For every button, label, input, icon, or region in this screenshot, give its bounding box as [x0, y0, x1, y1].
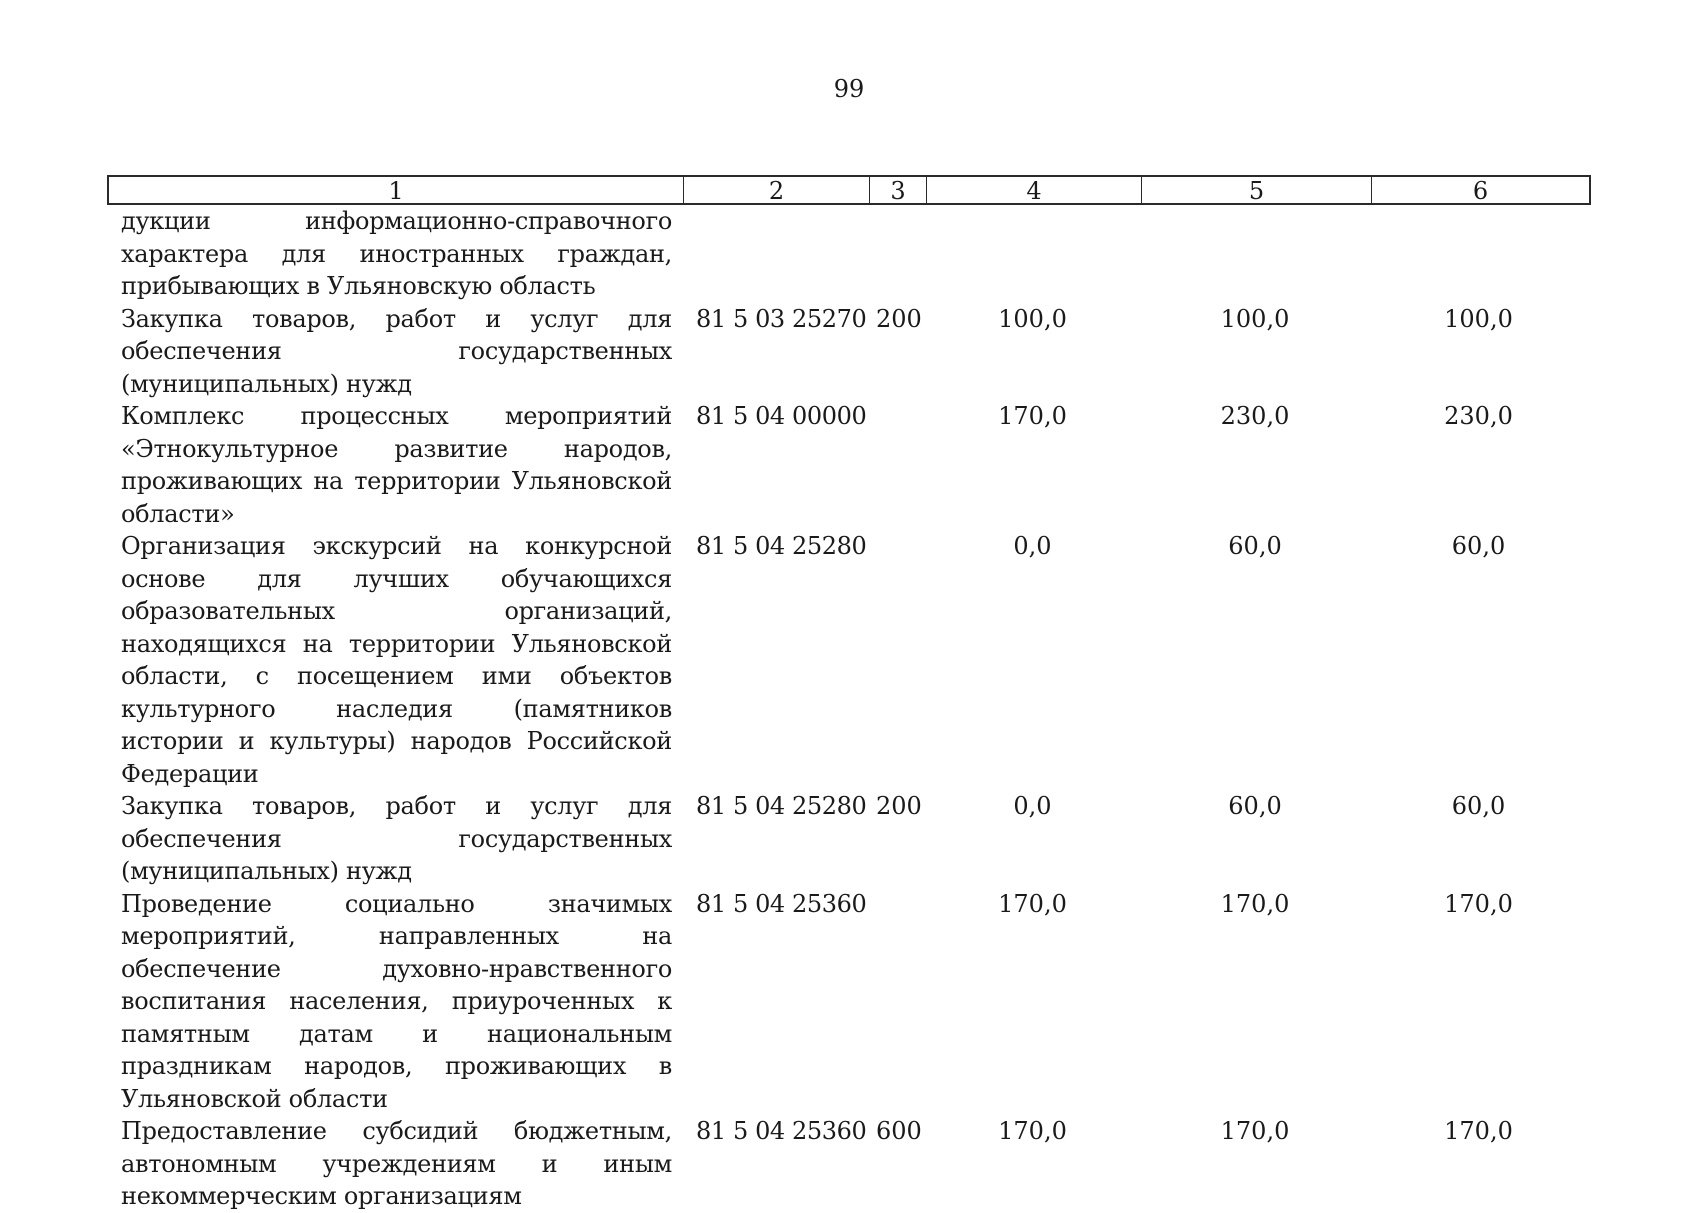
- row-expense-type: 200: [876, 304, 922, 333]
- row-value-col-5: 170,0: [1220, 1117, 1290, 1145]
- row-code: 81 5 03 25270: [696, 304, 867, 333]
- row-value-col-4: 0,0: [1013, 792, 1052, 820]
- header-col-5: 5: [1142, 177, 1372, 203]
- row-expense-type: 600: [876, 1117, 922, 1145]
- row-value-col-5: 60,0: [1228, 792, 1282, 820]
- table-row: [107, 530, 1591, 790]
- row-description: Закупка товаров, работ и услуг для обеспечения государственных (муниципальных) нужд: [121, 304, 672, 398]
- row-value-col-5: 170,0: [1220, 889, 1290, 918]
- row-description: Предоставление субсидий бюджетным, автономным учреждениям и иным некоммерческим организациям: [121, 1117, 672, 1210]
- budget-table: [107, 175, 1591, 1213]
- row-value-col-6: 100,0: [1444, 304, 1513, 333]
- table-row: [107, 400, 1591, 530]
- row-value-col-5: 230,0: [1220, 402, 1290, 430]
- row-value-col-6: 60,0: [1451, 792, 1506, 820]
- row-code: 81 5 04 25360: [696, 889, 867, 918]
- row-value-col-5: 60,0: [1228, 532, 1282, 560]
- page-number: 99: [833, 75, 865, 103]
- header-col-6: 6: [1472, 177, 1489, 205]
- table-row: [107, 303, 1591, 401]
- row-description: дукции информационно-справочного характера для иностранных граждан, прибывающих в Ульяновскую область: [121, 207, 672, 300]
- row-code: 81 5 04 25280: [696, 532, 867, 560]
- table-row: [107, 888, 1591, 1116]
- table-row: [107, 1115, 1591, 1213]
- row-value-col-6: 230,0: [1444, 402, 1513, 430]
- row-description: Комплекс процессных мероприятий «Этнокультурное развитие народов, проживающих на территории Ульяновской области»: [121, 402, 672, 528]
- row-expense-type: 200: [876, 792, 922, 820]
- header-col-2: 2: [684, 177, 870, 203]
- header-col-3: 3: [870, 177, 927, 203]
- row-code: 81 5 04 25280: [696, 792, 867, 820]
- table-header-row: [107, 175, 1591, 205]
- table-row: [107, 205, 1591, 303]
- row-value-col-5: 100,0: [1220, 304, 1290, 333]
- header-col-1: 1: [109, 177, 684, 203]
- row-description: Закупка товаров, работ и услуг для обеспечения государственных (муниципальных) нужд: [121, 792, 672, 885]
- row-value-col-4: 0,0: [1013, 532, 1052, 560]
- row-value-col-4: 170,0: [998, 889, 1067, 918]
- row-description: Проведение социально значимых мероприятий, направленных на обеспечение духовно-нравственного воспитания населения, приуроченных к памятным датам и национальным праздникам народов, проживающих в Ульяновской области: [121, 889, 672, 1113]
- row-value-col-6: 170,0: [1444, 889, 1513, 918]
- row-code: 81 5 04 25360: [696, 1117, 867, 1145]
- row-value-col-6: 170,0: [1444, 1117, 1513, 1145]
- header-col-4: 4: [927, 177, 1142, 203]
- row-value-col-4: 100,0: [998, 304, 1067, 333]
- row-value-col-4: 170,0: [998, 402, 1067, 430]
- row-code: 81 5 04 00000: [696, 402, 867, 430]
- row-value-col-6: 60,0: [1451, 532, 1506, 560]
- table-row: [107, 790, 1591, 888]
- row-description: Организация экскурсий на конкурсной основе для лучших обучающихся образовательных организаций, находящихся на территории Ульяновской области, с посещением ими объектов культурного наследия (памятников истории и культуры) народов Российской Федерации: [121, 532, 672, 788]
- row-value-col-4: 170,0: [998, 1117, 1067, 1145]
